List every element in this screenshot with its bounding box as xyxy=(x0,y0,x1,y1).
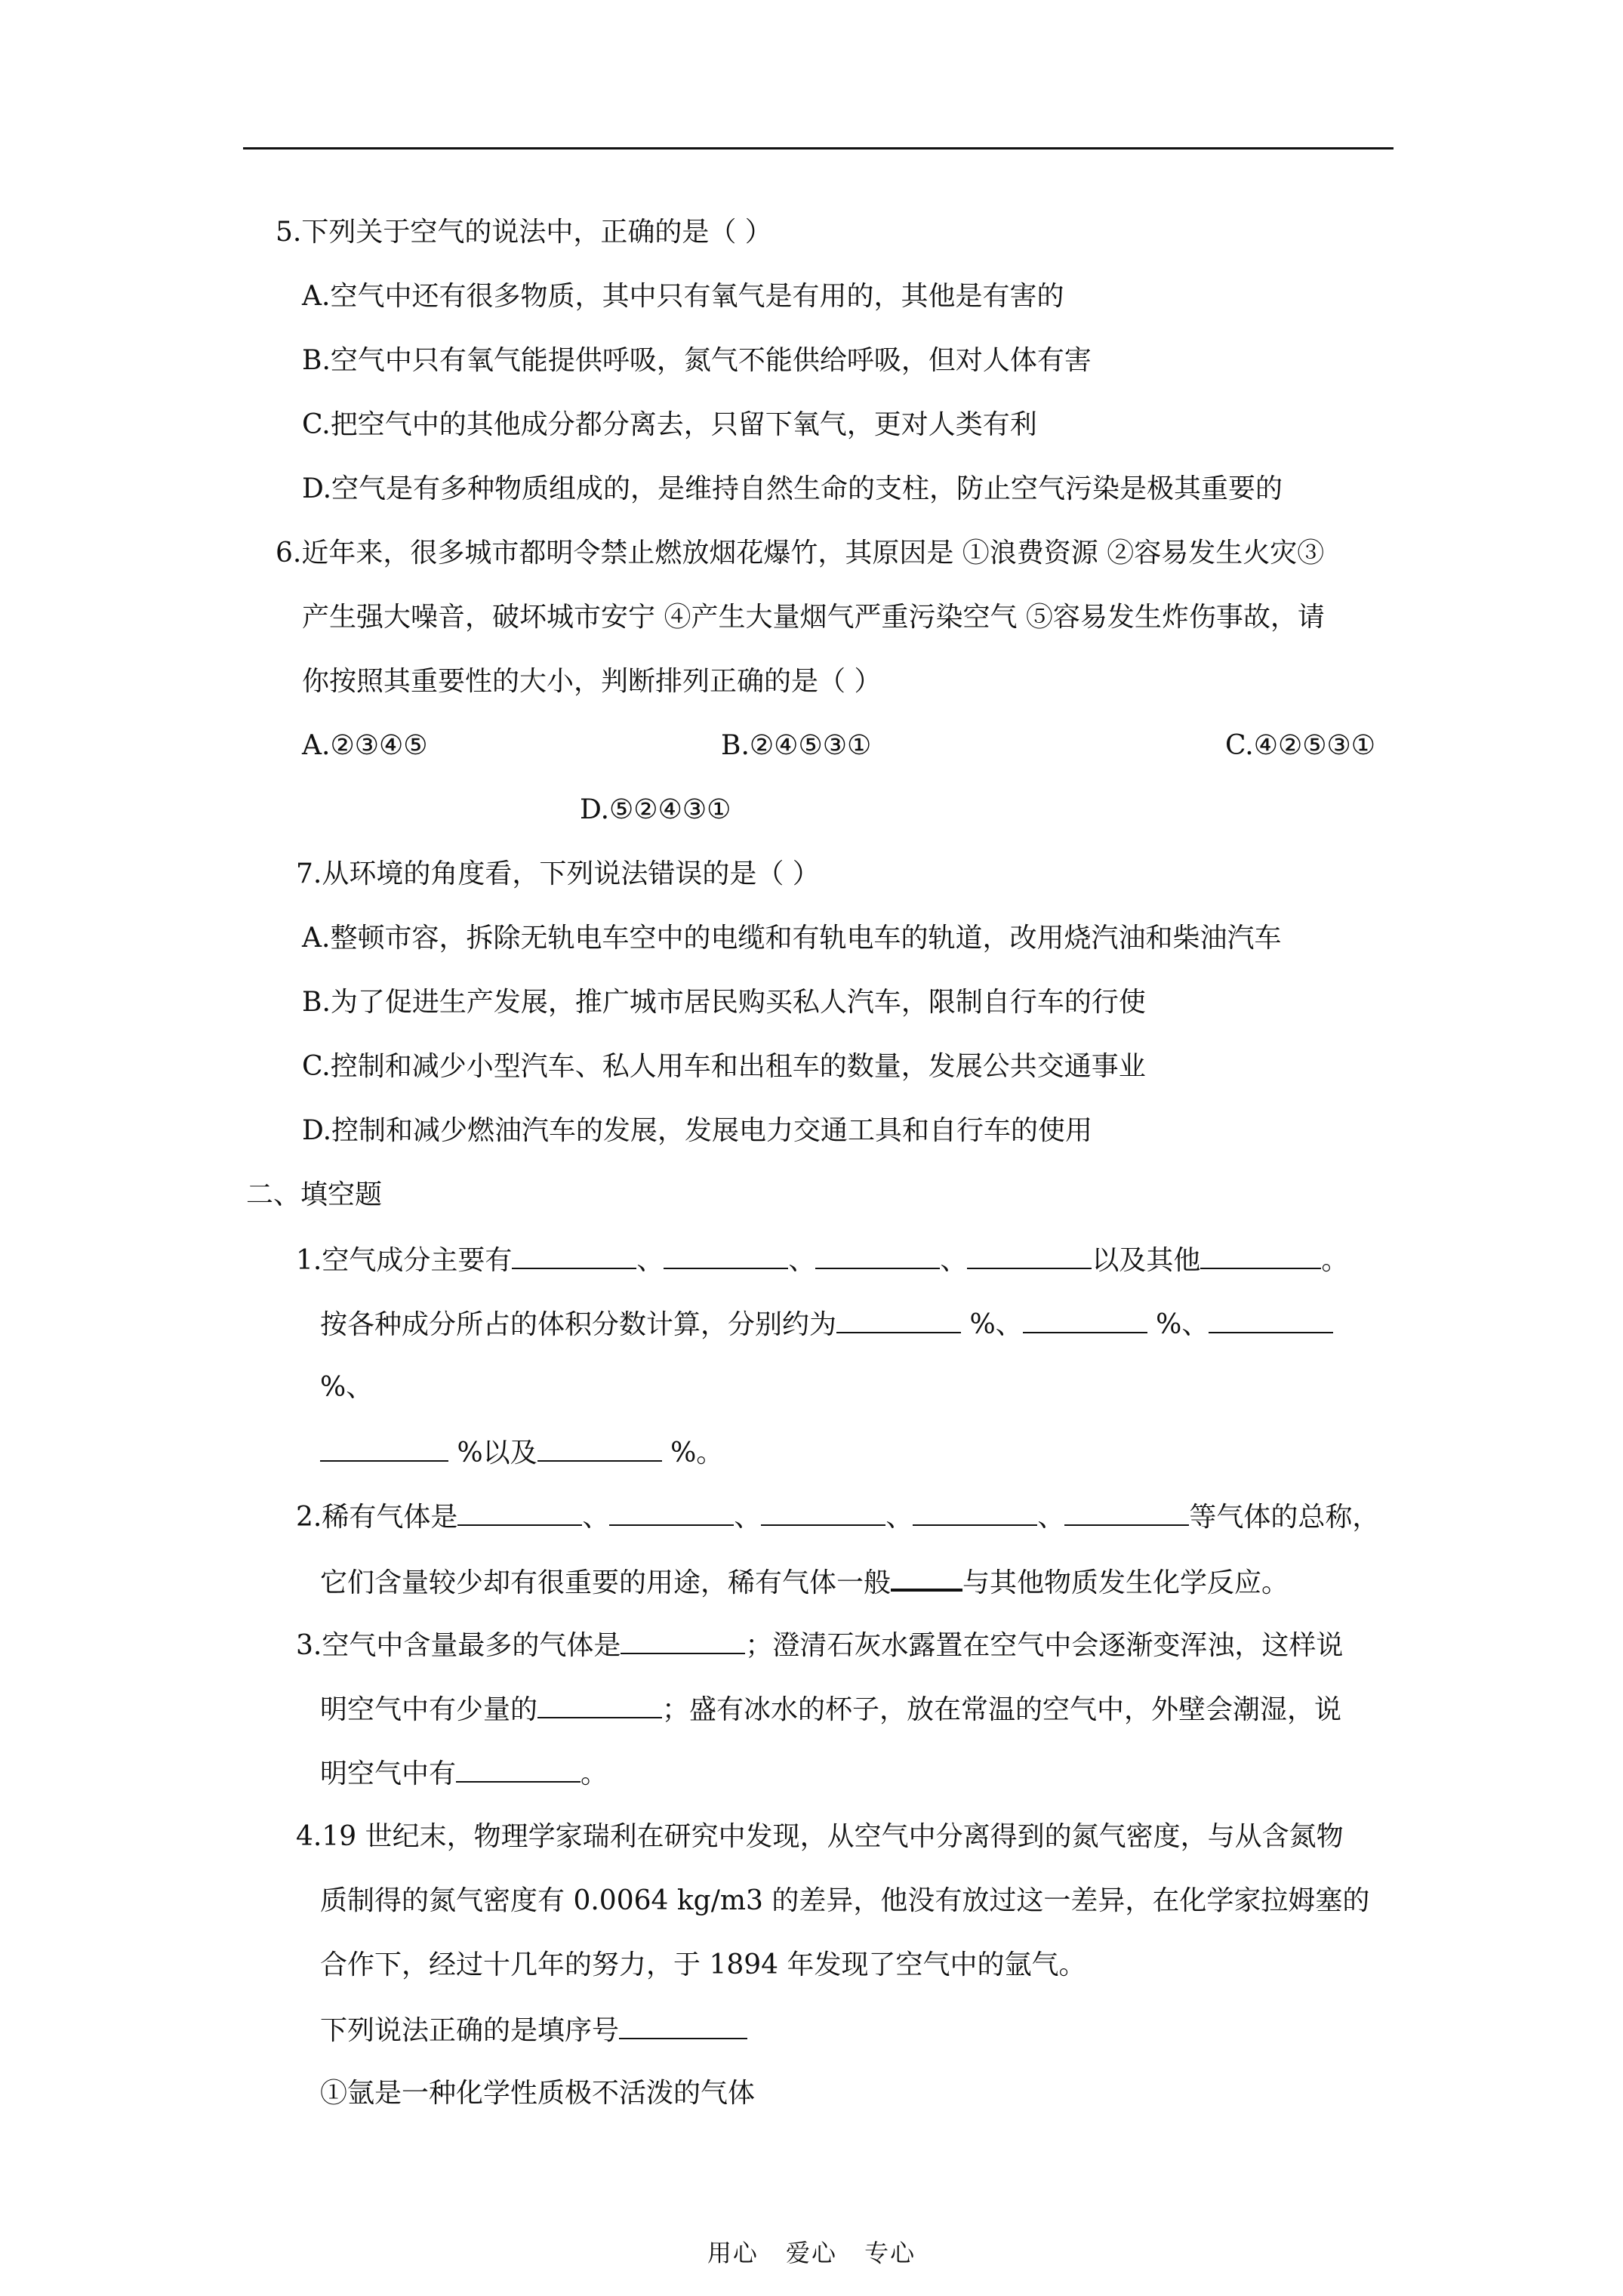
q6-option-b: B.②④⑤③① xyxy=(721,730,872,761)
answer-blank[interactable] xyxy=(1023,1305,1147,1333)
answer-blank[interactable] xyxy=(815,1240,940,1269)
f2-prefix: 2.稀有气体是 xyxy=(296,1502,458,1533)
f4-line2: 质制得的氮气密度有 0.0064 kg/m3 的差异，他没有放过这一差异，在化学家拉姆塞的 xyxy=(320,1885,1370,1916)
answer-blank[interactable] xyxy=(891,1561,962,1592)
percent-separator: %、 xyxy=(1147,1309,1209,1340)
q7-option-c: C.控制和减少小型汽车、私人用车和出租车的数量，发展公共交通事业 xyxy=(302,1051,1146,1082)
f3-line3-end: 。 xyxy=(581,1758,608,1789)
f3-prefix: 3.空气中含量最多的气体是 xyxy=(296,1630,621,1661)
answer-blank[interactable] xyxy=(457,1497,582,1526)
q6-option-d: D.⑤②④③① xyxy=(580,794,731,825)
f2-line2-end: 与其他物质发生化学反应。 xyxy=(962,1567,1289,1598)
separator: 、 xyxy=(734,1502,762,1533)
answer-blank[interactable] xyxy=(619,2011,747,2039)
q5-option-a: A.空气中还有很多物质，其中只有氧气是有用的，其他是有害的 xyxy=(302,281,1064,312)
q6-stem-line3: 你按照其重要性的大小，判断排列正确的是（ ） xyxy=(302,666,882,697)
answer-blank[interactable] xyxy=(913,1497,1037,1526)
answer-blank[interactable] xyxy=(1200,1240,1321,1269)
answer-blank[interactable] xyxy=(836,1305,961,1333)
answer-blank[interactable] xyxy=(761,1497,885,1526)
q6-stem-line2: 产生强大噪音，破坏城市安宁 ④产生大量烟气严重污染空气 ⑤容易发生炸伤事故，请 xyxy=(302,602,1325,633)
separator: 、 xyxy=(885,1502,913,1533)
answer-blank[interactable] xyxy=(512,1240,636,1269)
f4-line4-prefix: 下列说法正确的是填序号 xyxy=(320,2015,620,2046)
q5-option-b: B.空气中只有氧气能提供呼吸，氮气不能供给呼吸，但对人体有害 xyxy=(302,345,1092,376)
answer-blank[interactable] xyxy=(967,1240,1092,1269)
f3-line1 xyxy=(296,1626,1343,1665)
f3-line2-prefix: 明空气中有少量的 xyxy=(320,1694,538,1725)
f1-line1 xyxy=(296,1240,1348,1280)
q5-option-c: C.把空气中的其他成分都分离去，只留下氧气，更对人类有利 xyxy=(302,409,1037,440)
percent-and-text: %以及 xyxy=(448,1438,537,1469)
answer-blank[interactable] xyxy=(1064,1497,1189,1526)
f2-line2-prefix: 它们含量较少却有很重要的用途，稀有气体一般 xyxy=(320,1567,892,1598)
q7-stem: 7.从环境的角度看，下列说法错误的是（ ） xyxy=(296,858,820,889)
answer-blank[interactable] xyxy=(1209,1305,1333,1333)
q6-option-a: A.②③④⑤ xyxy=(302,730,428,761)
q6-stem-line1: 6.近年来，很多城市都明令禁止燃放烟花爆竹，其原因是 ①浪费资源 ②容易发生火灾③ xyxy=(276,538,1325,569)
answer-blank[interactable] xyxy=(537,1433,662,1462)
f1-prefix: 1.空气成分主要有 xyxy=(296,1245,513,1276)
f4-line4 xyxy=(320,2011,747,2050)
percent-end-text: %。 xyxy=(661,1438,724,1469)
answer-blank[interactable] xyxy=(320,1433,448,1462)
f2-line2 xyxy=(320,1561,1289,1602)
f4-line3: 合作下，经过十几年的努力，于 1894 年发现了空气中的氩气。 xyxy=(320,1949,1086,1980)
separator: 、 xyxy=(636,1245,664,1276)
f4-line1: 4.19 世纪末，物理学家瑞利在研究中发现，从空气中分离得到的氮气密度，与从含氮物 xyxy=(296,1821,1344,1852)
f1-line2-prefix: 按各种成分所占的体积分数计算，分别约为 xyxy=(320,1309,837,1340)
separator: 、 xyxy=(788,1245,816,1276)
q7-option-b: B.为了促进生产发展，推广城市居民购买私人汽车，限制自行车的行使 xyxy=(302,987,1146,1018)
f3-line2-end: ；盛有冰水的杯子，放在常温的空气中，外壁会潮湿，说 xyxy=(662,1694,1342,1725)
header-rule xyxy=(243,147,1394,149)
f1-line4 xyxy=(320,1433,723,1472)
separator: 、 xyxy=(1037,1502,1065,1533)
answer-blank[interactable] xyxy=(537,1690,662,1718)
q5-stem: 5.下列关于空气的说法中，正确的是（ ） xyxy=(276,217,772,248)
q7-option-d: D.控制和减少燃油汽车的发展，发展电力交通工具和自行车的使用 xyxy=(302,1115,1093,1146)
f1-end-text: 。 xyxy=(1321,1245,1349,1276)
f3-line1-end: ；澄清石灰水露置在空气中会逐渐变浑浊，这样说 xyxy=(745,1630,1344,1661)
f3-line2 xyxy=(320,1690,1341,1729)
q7-option-a: A.整顿市容，拆除无轨电车空中的电缆和有轨电车的轨道，改用烧汽油和柴油汽车 xyxy=(302,923,1282,954)
answer-blank[interactable] xyxy=(621,1626,745,1654)
f2-line1 xyxy=(296,1497,1379,1536)
answer-blank[interactable] xyxy=(664,1240,788,1269)
f1-line3: %、 xyxy=(320,1372,374,1403)
section-title: 二、填空题 xyxy=(246,1179,383,1210)
percent-separator: %、 xyxy=(961,1309,1023,1340)
f3-line3-prefix: 明空气中有 xyxy=(320,1758,457,1789)
f1-line2 xyxy=(320,1305,1333,1344)
answer-blank[interactable] xyxy=(456,1754,581,1783)
separator: 、 xyxy=(582,1502,610,1533)
f1-mid-text: 以及其他 xyxy=(1092,1245,1201,1276)
q6-option-c: C.④②⑤③① xyxy=(1225,730,1376,761)
f4-line5: ①氩是一种化学性质极不活泼的气体 xyxy=(320,2078,756,2109)
answer-blank[interactable] xyxy=(609,1497,734,1526)
q5-option-d: D.空气是有多种物质组成的，是维持自然生命的支柱，防止空气污染是极其重要的 xyxy=(302,473,1283,504)
page-footer: 用心 爱心 专心 xyxy=(707,2239,916,2267)
f2-end-text: 等气体的总称， xyxy=(1189,1502,1380,1533)
separator: 、 xyxy=(940,1245,968,1276)
f3-line3 xyxy=(320,1754,608,1793)
